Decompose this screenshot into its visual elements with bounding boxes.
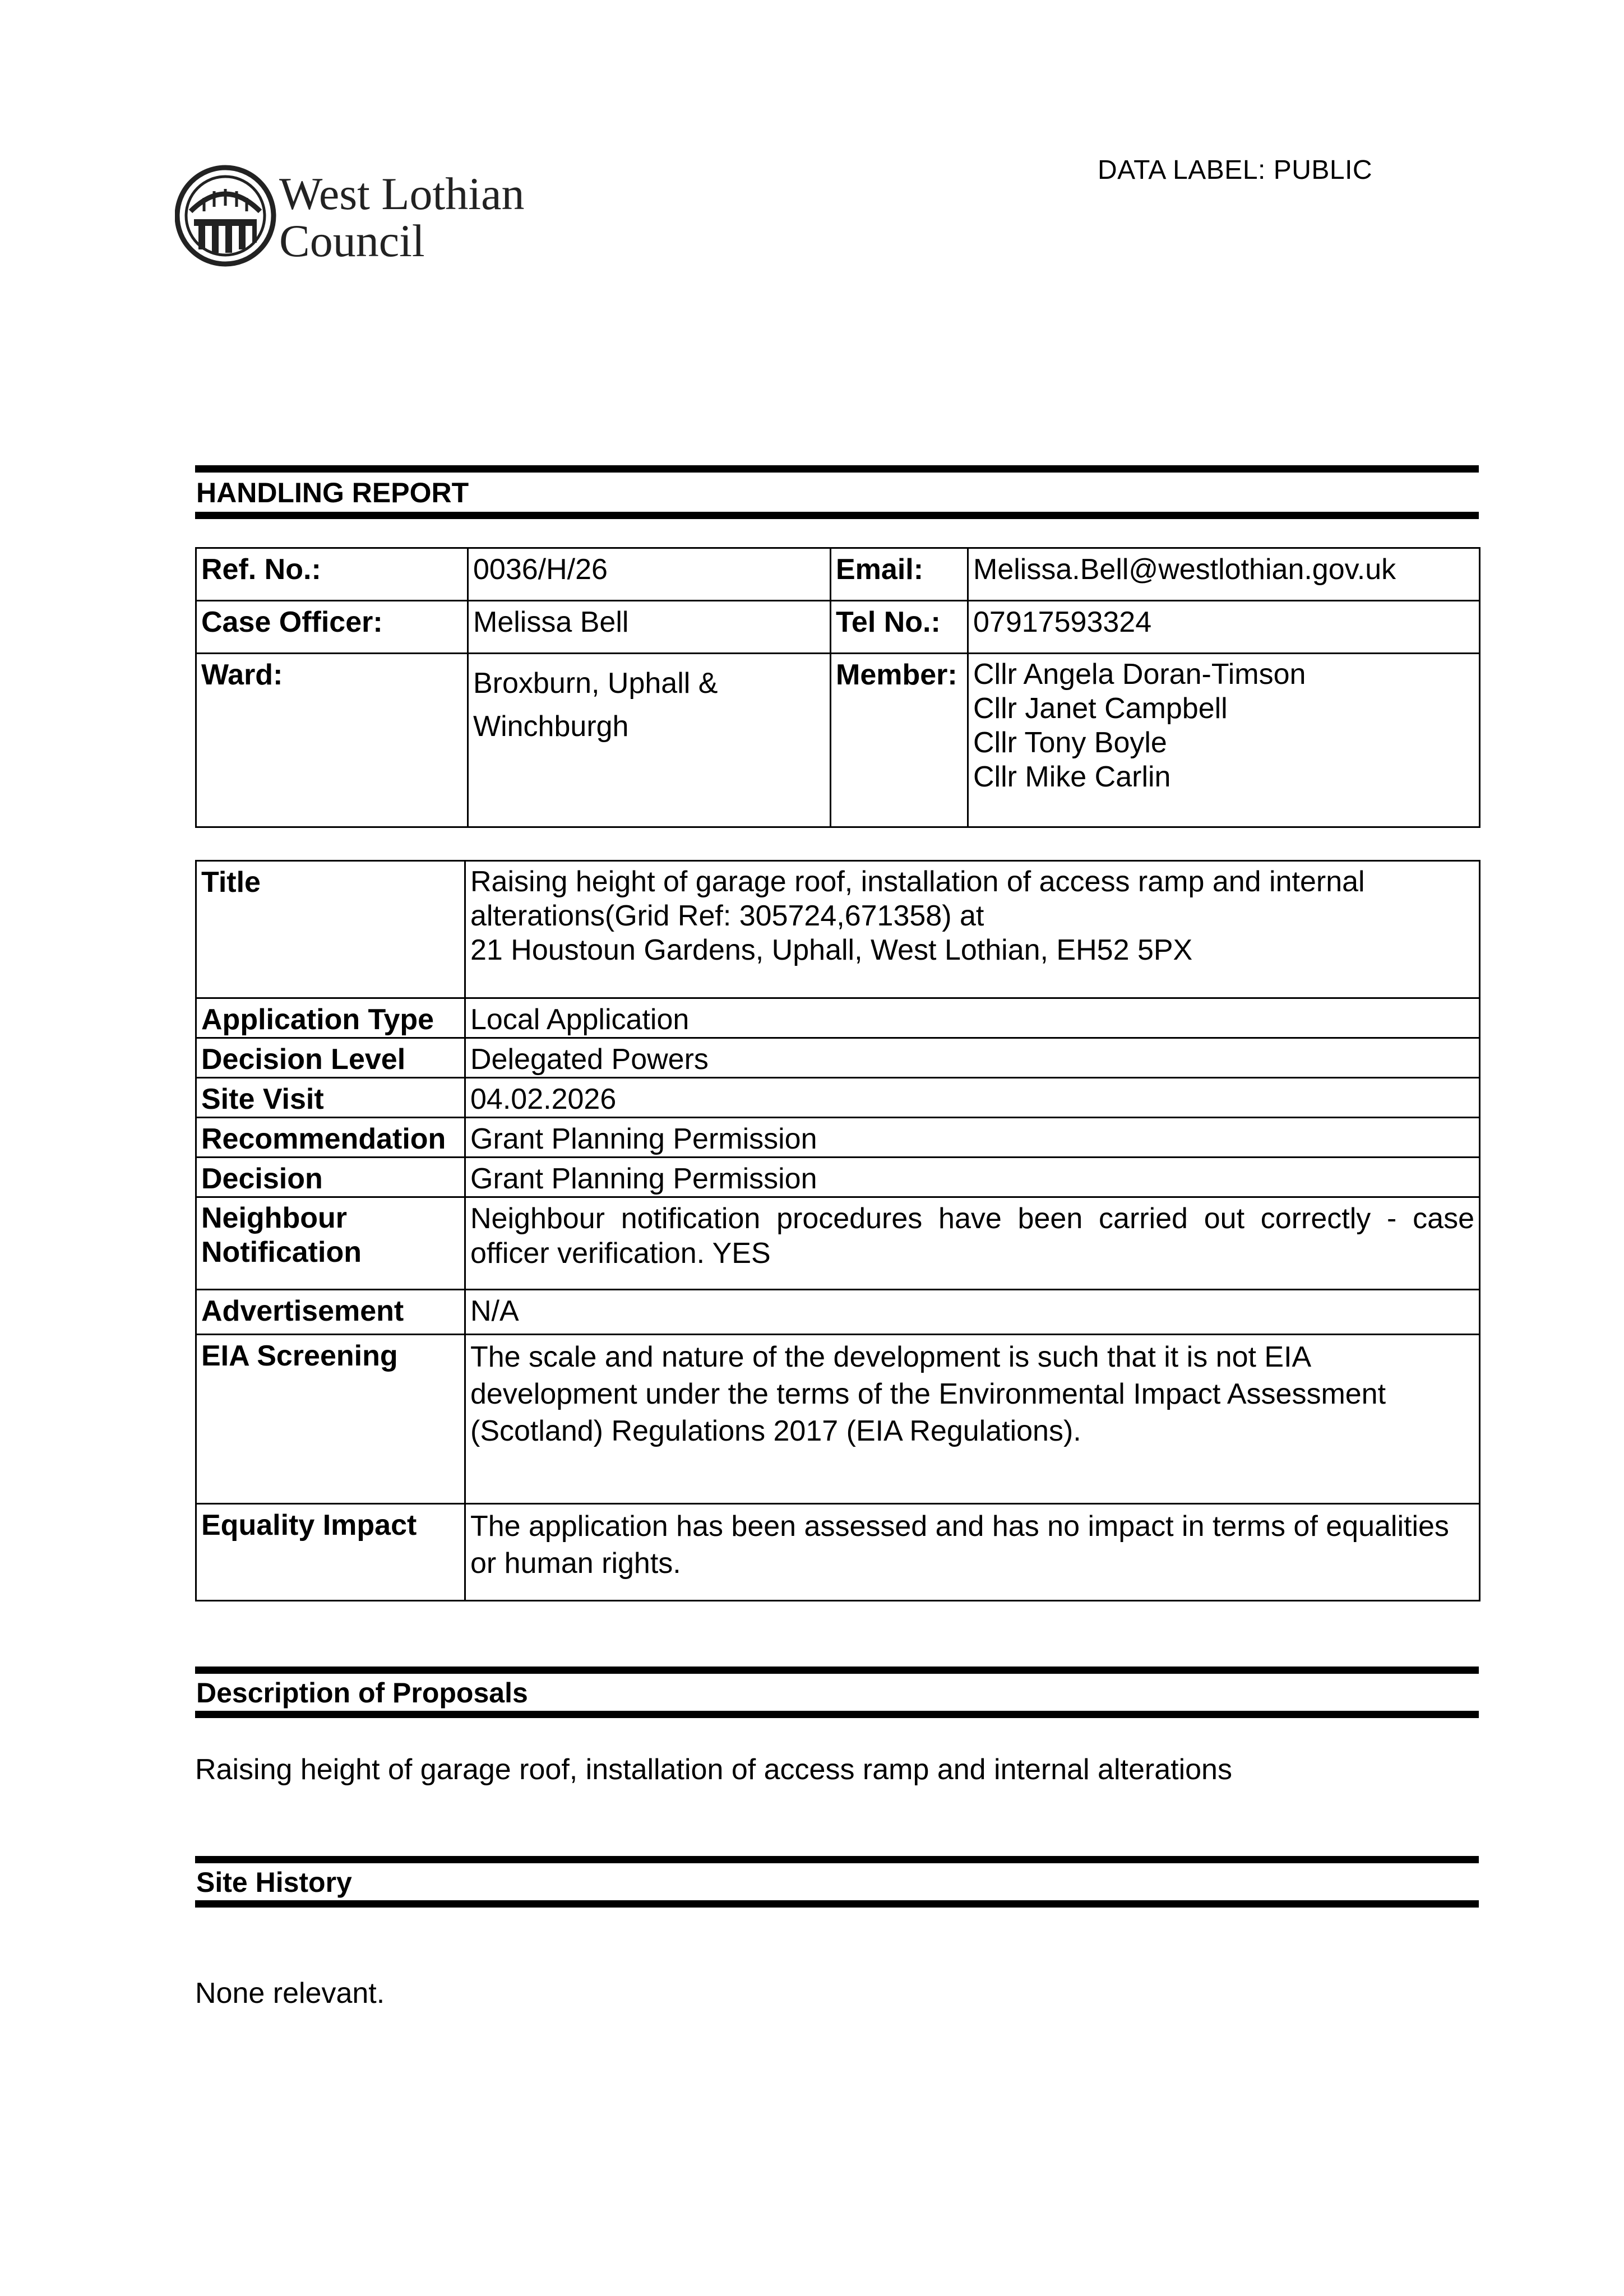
decision-value: Grant Planning Permission bbox=[465, 1158, 1480, 1197]
site-history-text: None relevant. bbox=[195, 1977, 385, 2010]
description-section-bar bbox=[195, 1667, 1479, 1718]
table-row bbox=[196, 654, 1480, 827]
eia-screening-label: EIA Screening bbox=[196, 1335, 465, 1504]
list-item: Cllr Mike Carlin bbox=[973, 761, 1171, 793]
member-list bbox=[968, 654, 1480, 827]
title-value bbox=[465, 861, 1480, 998]
ward-label: Ward: bbox=[196, 654, 468, 827]
title-label: Title bbox=[196, 861, 465, 998]
ward-line: Broxburn, Uphall & bbox=[473, 667, 718, 700]
logo-text-line2: Council bbox=[279, 215, 425, 266]
decision-level-value: Delegated Powers bbox=[465, 1038, 1480, 1078]
divider bbox=[195, 1900, 1479, 1908]
eia-line: (Scotland) Regulations 2017 (EIA Regulations). bbox=[470, 1415, 1081, 1447]
decision-level-label: Decision Level bbox=[196, 1038, 465, 1078]
neighbour-notification-label bbox=[196, 1197, 465, 1290]
title-line: 21 Houstoun Gardens, Uphall, West Lothian, EH52 5PX bbox=[470, 934, 1193, 966]
ward-line: Winchburgh bbox=[473, 710, 629, 743]
table-row bbox=[196, 548, 1480, 601]
email-value: Melissa.Bell@westlothian.gov.uk bbox=[968, 548, 1480, 601]
equality-impact-label: Equality Impact bbox=[196, 1504, 465, 1601]
tel-value: 07917593324 bbox=[968, 601, 1480, 654]
case-officer-value: Melissa Bell bbox=[468, 601, 831, 654]
ref-label: Ref. No.: bbox=[196, 548, 468, 601]
table-row bbox=[196, 1078, 1480, 1118]
site-visit-label: Site Visit bbox=[196, 1078, 465, 1118]
member-label: Member: bbox=[831, 654, 968, 827]
table-row bbox=[196, 1038, 1480, 1078]
table-row bbox=[196, 1290, 1480, 1335]
contact-table bbox=[195, 547, 1480, 828]
table-row bbox=[196, 1335, 1480, 1504]
neighbour-notification-value: Neighbour notification procedures have been carried out correctly - case officer verification. YES bbox=[465, 1197, 1480, 1290]
divider bbox=[195, 1856, 1479, 1863]
site-history-heading: Site History bbox=[196, 1867, 352, 1898]
west-lothian-council-logo bbox=[175, 160, 556, 272]
application-type-value: Local Application bbox=[465, 998, 1480, 1038]
eia-line: development under the terms of the Environmental Impact Assessment bbox=[470, 1378, 1386, 1410]
recommendation-label: Recommendation bbox=[196, 1118, 465, 1158]
divider bbox=[195, 512, 1479, 519]
report-title-bar bbox=[195, 465, 1479, 519]
case-officer-label: Case Officer: bbox=[196, 601, 468, 654]
label-line: Neighbour bbox=[201, 1202, 347, 1234]
details-table bbox=[195, 860, 1480, 1601]
ref-value: 0036/H/26 bbox=[468, 548, 831, 601]
data-label: DATA LABEL: PUBLIC bbox=[1098, 155, 1373, 185]
table-row bbox=[196, 1197, 1480, 1290]
list-item: Cllr Angela Doran-Timson bbox=[973, 658, 1306, 691]
table-row bbox=[196, 998, 1480, 1038]
eia-line: The scale and nature of the development is such that it is not EIA bbox=[470, 1341, 1312, 1373]
title-line: Raising height of garage roof, installation of access ramp and internal bbox=[470, 865, 1365, 898]
table-row bbox=[196, 1158, 1480, 1197]
divider bbox=[195, 465, 1479, 473]
table-row bbox=[196, 601, 1480, 654]
email-label: Email: bbox=[831, 548, 968, 601]
table-row bbox=[196, 1504, 1480, 1601]
table-row bbox=[196, 861, 1480, 998]
list-item: Cllr Janet Campbell bbox=[973, 692, 1228, 725]
advertisement-value: N/A bbox=[465, 1290, 1480, 1335]
report-title: HANDLING REPORT bbox=[196, 477, 469, 508]
logo-text-line1: West Lothian bbox=[279, 168, 525, 219]
label-line: Notification bbox=[201, 1236, 362, 1269]
ward-value bbox=[468, 654, 831, 827]
description-heading: Description of Proposals bbox=[196, 1677, 528, 1709]
tel-label: Tel No.: bbox=[831, 601, 968, 654]
recommendation-value: Grant Planning Permission bbox=[465, 1118, 1480, 1158]
equality-impact-value: The application has been assessed and has no impact in terms of equalities or human rights. bbox=[465, 1504, 1480, 1601]
site-visit-value: 04.02.2026 bbox=[465, 1078, 1480, 1118]
application-type-label: Application Type bbox=[196, 998, 465, 1038]
title-line: alterations(Grid Ref: 305724,671358) at bbox=[470, 900, 984, 932]
divider bbox=[195, 1711, 1479, 1718]
site-history-section-bar bbox=[195, 1856, 1479, 1908]
description-text: Raising height of garage roof, installation of access ramp and internal alterations bbox=[195, 1753, 1232, 1786]
divider bbox=[195, 1667, 1479, 1674]
advertisement-label: Advertisement bbox=[196, 1290, 465, 1335]
eia-screening-value bbox=[465, 1335, 1480, 1504]
table-row bbox=[196, 1118, 1480, 1158]
list-item: Cllr Tony Boyle bbox=[973, 726, 1167, 759]
decision-label: Decision bbox=[196, 1158, 465, 1197]
